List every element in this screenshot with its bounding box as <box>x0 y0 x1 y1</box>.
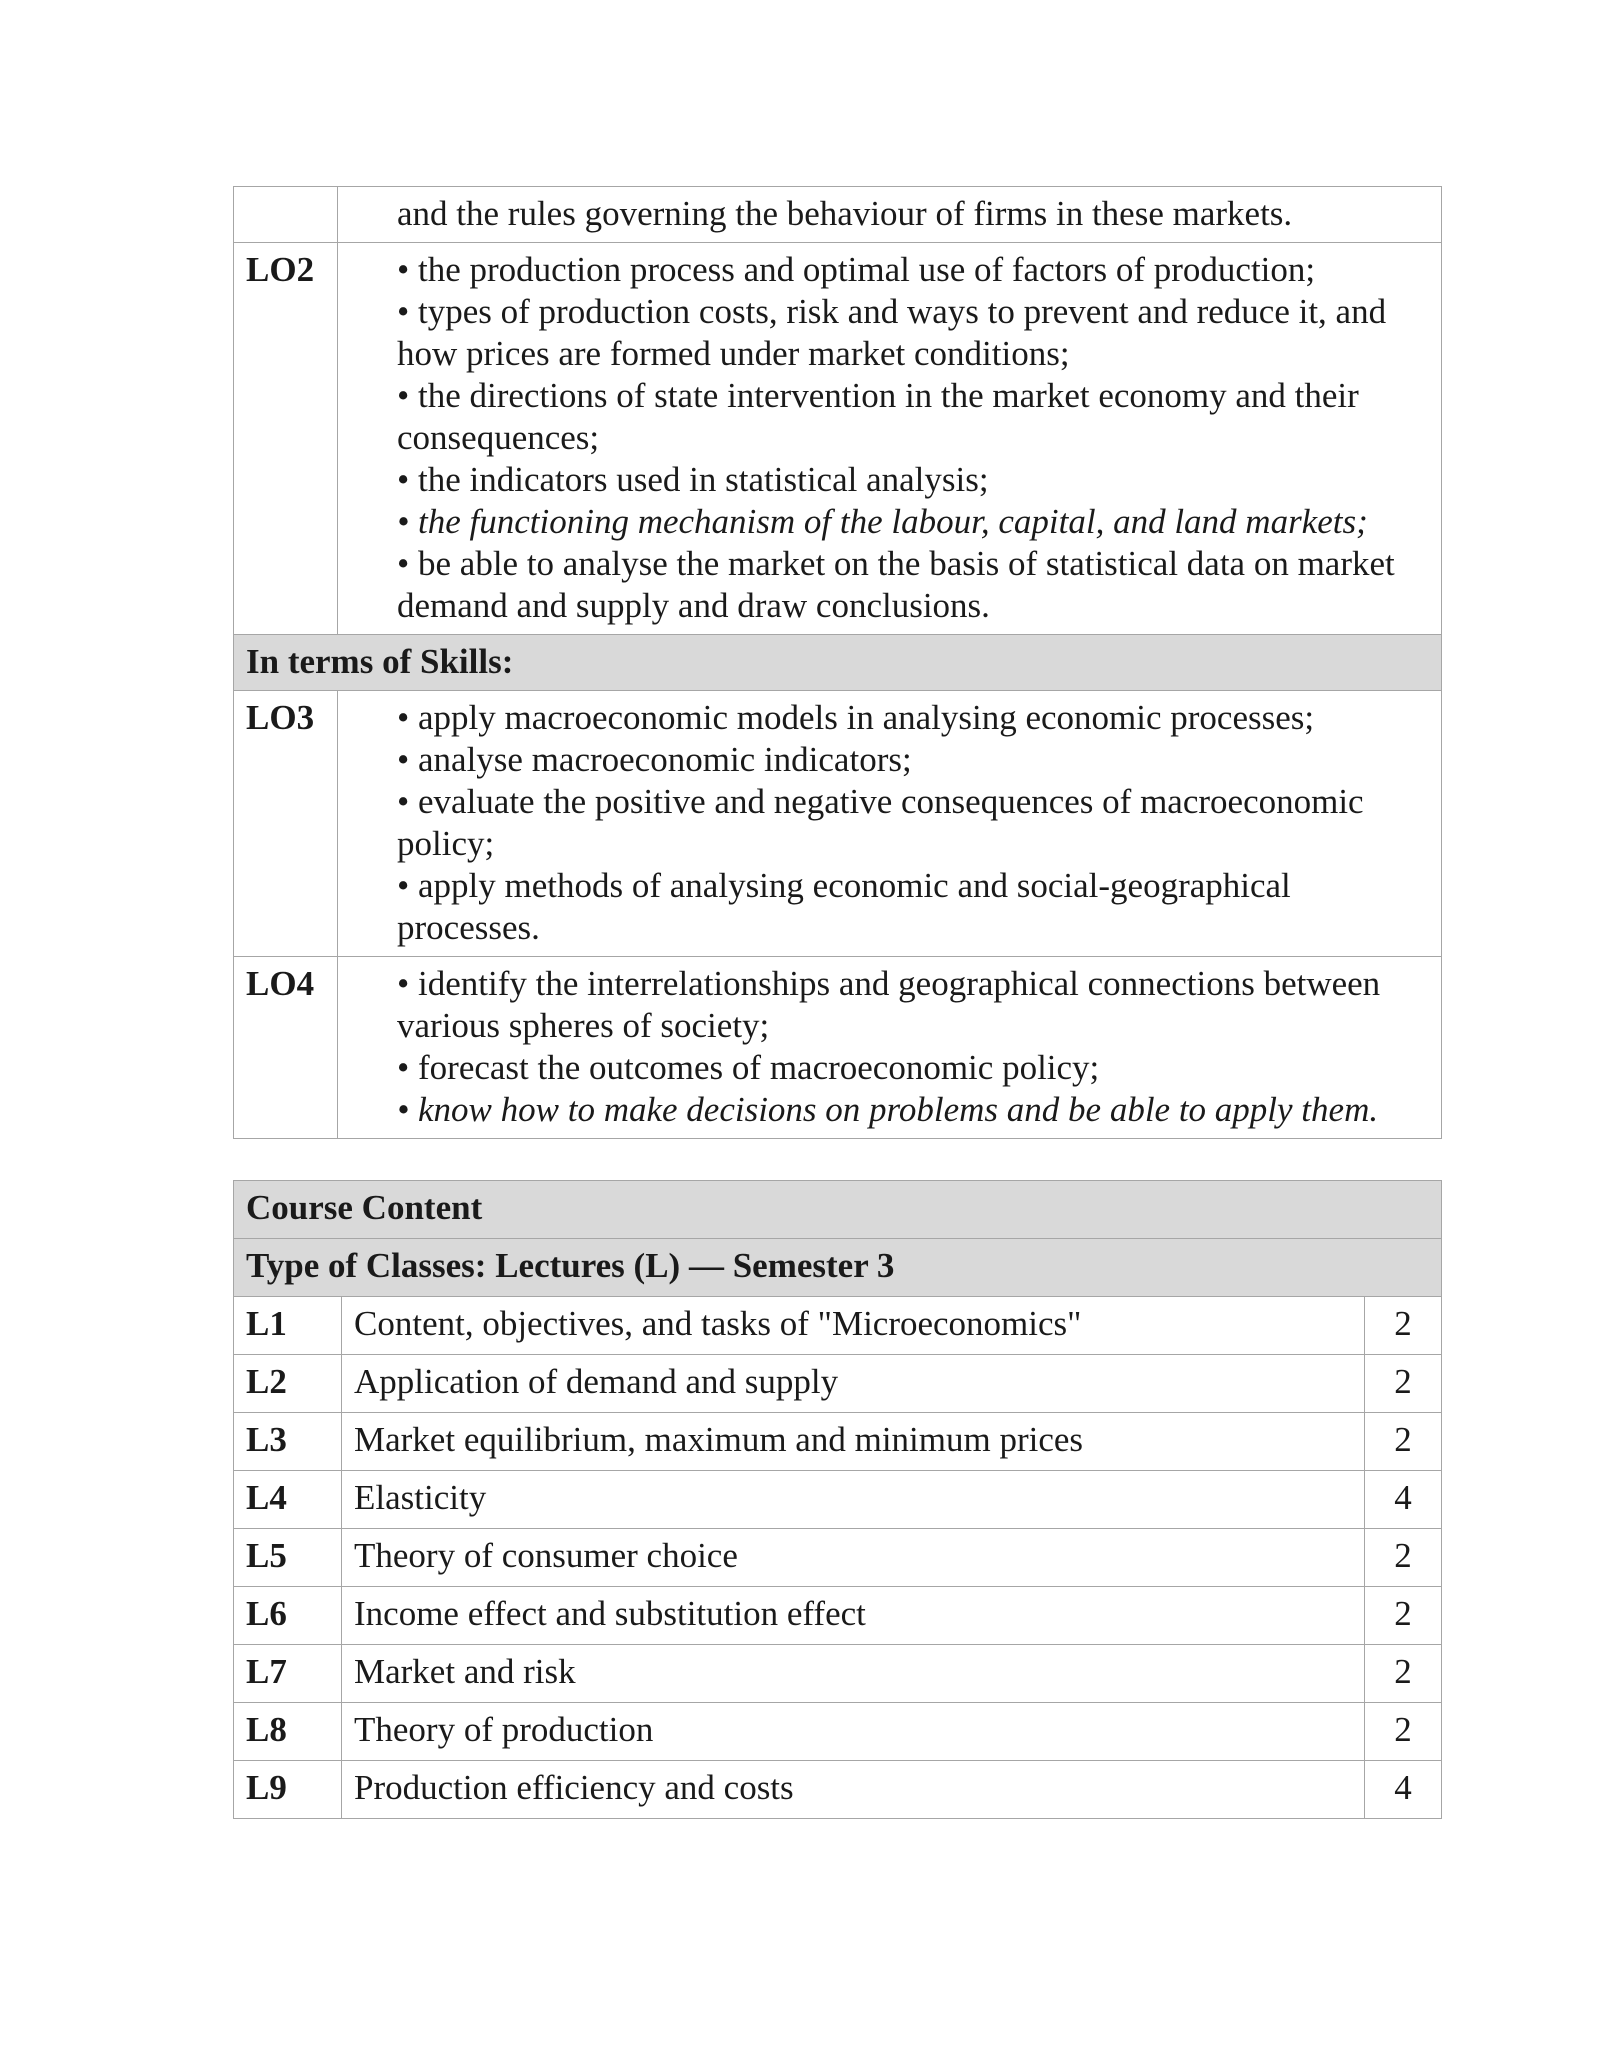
lecture-row <box>234 1529 1442 1587</box>
skills-header-row <box>234 635 1442 691</box>
lecture-hours: 2 <box>1365 1703 1442 1761</box>
lo2-item: • the directions of state intervention in the market economy and their consequences; <box>397 376 1359 457</box>
lo4-row <box>234 957 1442 1139</box>
lecture-row <box>234 1587 1442 1645</box>
lecture-topic: Application of demand and supply <box>342 1355 1365 1413</box>
lo2-row <box>234 243 1442 635</box>
lecture-row <box>234 1413 1442 1471</box>
learning-outcomes-table <box>233 186 1442 1139</box>
skills-header: In terms of Skills: <box>234 635 1442 691</box>
lecture-hours: 2 <box>1365 1413 1442 1471</box>
lo-code-cell <box>234 187 338 243</box>
lo-continuation-row <box>234 187 1442 243</box>
lo3-item: • apply macroeconomic models in analysing economic processes; <box>397 698 1315 737</box>
lo4-item: • forecast the outcomes of macroeconomic policy; <box>397 1048 1100 1087</box>
lo4-item: • identify the interrelationships and geographical connections between various spheres of society; <box>397 964 1381 1045</box>
lecture-topic: Theory of consumer choice <box>342 1529 1365 1587</box>
lo3-item: • analyse macroeconomic indicators; <box>397 740 912 779</box>
course-content-table <box>233 1180 1442 1819</box>
lecture-hours: 4 <box>1365 1471 1442 1529</box>
lecture-hours: 2 <box>1365 1297 1442 1355</box>
lecture-hours: 2 <box>1365 1645 1442 1703</box>
lecture-code: L7 <box>234 1645 342 1703</box>
lo3-content <box>338 691 1442 957</box>
lecture-code: L2 <box>234 1355 342 1413</box>
lecture-row <box>234 1703 1442 1761</box>
lecture-row <box>234 1645 1442 1703</box>
course-content-title-row <box>234 1181 1442 1239</box>
lecture-code: L3 <box>234 1413 342 1471</box>
lecture-topic: Content, objectives, and tasks of "Microeconomics" <box>342 1297 1365 1355</box>
lecture-topic: Theory of production <box>342 1703 1365 1761</box>
lecture-row <box>234 1297 1442 1355</box>
lo4-item: • know how to make decisions on problems and be able to apply them. <box>397 1090 1379 1129</box>
lo2-item: • be able to analyse the market on the basis of statistical data on market demand and supply and draw conclusions. <box>397 544 1395 625</box>
lecture-topic: Market equilibrium, maximum and minimum prices <box>342 1413 1365 1471</box>
lecture-row <box>234 1471 1442 1529</box>
lecture-topic: Elasticity <box>342 1471 1365 1529</box>
lecture-row <box>234 1761 1442 1819</box>
lecture-hours: 4 <box>1365 1761 1442 1819</box>
lo4-code: LO4 <box>234 957 338 1139</box>
lo-content-cell: and the rules governing the behaviour of firms in these markets. <box>338 187 1442 243</box>
course-content-title: Course Content <box>234 1181 1442 1239</box>
lecture-topic: Market and risk <box>342 1645 1365 1703</box>
lecture-code: L4 <box>234 1471 342 1529</box>
lecture-row <box>234 1355 1442 1413</box>
lecture-code: L8 <box>234 1703 342 1761</box>
lo2-item: • the indicators used in statistical analysis; <box>397 460 989 499</box>
classes-type-row <box>234 1239 1442 1297</box>
lecture-topic: Income effect and substitution effect <box>342 1587 1365 1645</box>
classes-type-header: Type of Classes: Lectures (L) — Semester 3 <box>234 1239 1442 1297</box>
lo2-code: LO2 <box>234 243 338 635</box>
lo2-item: • types of production costs, risk and ways to prevent and reduce it, and how prices are formed under market conditions; <box>397 292 1387 373</box>
lecture-code: L5 <box>234 1529 342 1587</box>
lecture-hours: 2 <box>1365 1355 1442 1413</box>
lo3-row <box>234 691 1442 957</box>
lo3-item: • apply methods of analysing economic and social-geographical processes. <box>397 866 1291 947</box>
lecture-code: L6 <box>234 1587 342 1645</box>
lo3-code: LO3 <box>234 691 338 957</box>
lo2-content <box>338 243 1442 635</box>
lecture-hours: 2 <box>1365 1587 1442 1645</box>
lo2-item: • the functioning mechanism of the labour, capital, and land markets; <box>397 502 1368 541</box>
lecture-code: L1 <box>234 1297 342 1355</box>
lo2-item: • the production process and optimal use of factors of production; <box>397 250 1316 289</box>
lecture-hours: 2 <box>1365 1529 1442 1587</box>
lecture-topic: Production efficiency and costs <box>342 1761 1365 1819</box>
lo4-content <box>338 957 1442 1139</box>
lo3-item: • evaluate the positive and negative consequences of macroeconomic policy; <box>397 782 1364 863</box>
lecture-code: L9 <box>234 1761 342 1819</box>
